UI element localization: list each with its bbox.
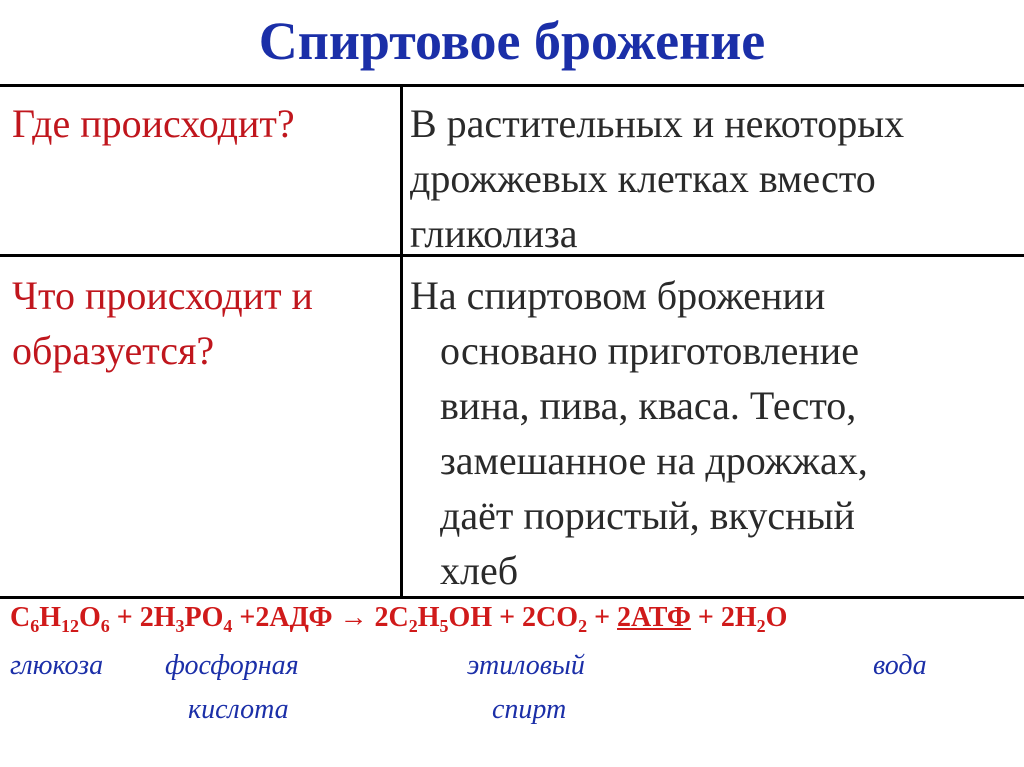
answer-line: дрожжевых клетках вместо: [410, 156, 876, 201]
answer-line: гликолиза: [410, 211, 578, 256]
row-1-answer: [410, 96, 1010, 261]
table-border-top: [0, 84, 1024, 87]
row-2-answer: [410, 268, 1010, 598]
label-ethyl-1: этиловый: [467, 650, 585, 681]
label-water: вода: [873, 650, 927, 681]
answer-line: На спиртовом брожении: [410, 273, 826, 318]
answer-line: даёт пористый, вкусный: [440, 493, 855, 538]
label-phosphoric-2: кислота: [188, 694, 289, 725]
question-line: образуется?: [12, 328, 215, 373]
answer-line: хлеб: [440, 548, 519, 593]
answer-line: основано приготовление: [440, 328, 859, 373]
label-phosphoric-1: фосфорная: [165, 650, 299, 681]
row-2-question: [12, 268, 392, 378]
label-glucose: глюкоза: [10, 650, 104, 681]
column-divider: [400, 84, 403, 597]
question-line: Что происходит и: [12, 273, 313, 318]
answer-line: замешанное на дрожжах,: [440, 438, 868, 483]
answer-line: В растительных и некоторых: [410, 101, 905, 146]
page-title: Спиртовое брожение: [258, 11, 766, 71]
row-1-question: Где происходит?: [12, 101, 295, 146]
atp-product: 2АТФ: [617, 602, 691, 633]
answer-line: вина, пива, кваса. Тесто,: [440, 383, 857, 428]
label-ethyl-2: спирт: [492, 694, 567, 725]
fermentation-equation: $C_6H_{12}O_6 + 2H_3PO_4 +2АДФ \to 2C_2H_5OH + 2CO_2 + 2АТФ + 2H_2O$: [10, 602, 788, 636]
